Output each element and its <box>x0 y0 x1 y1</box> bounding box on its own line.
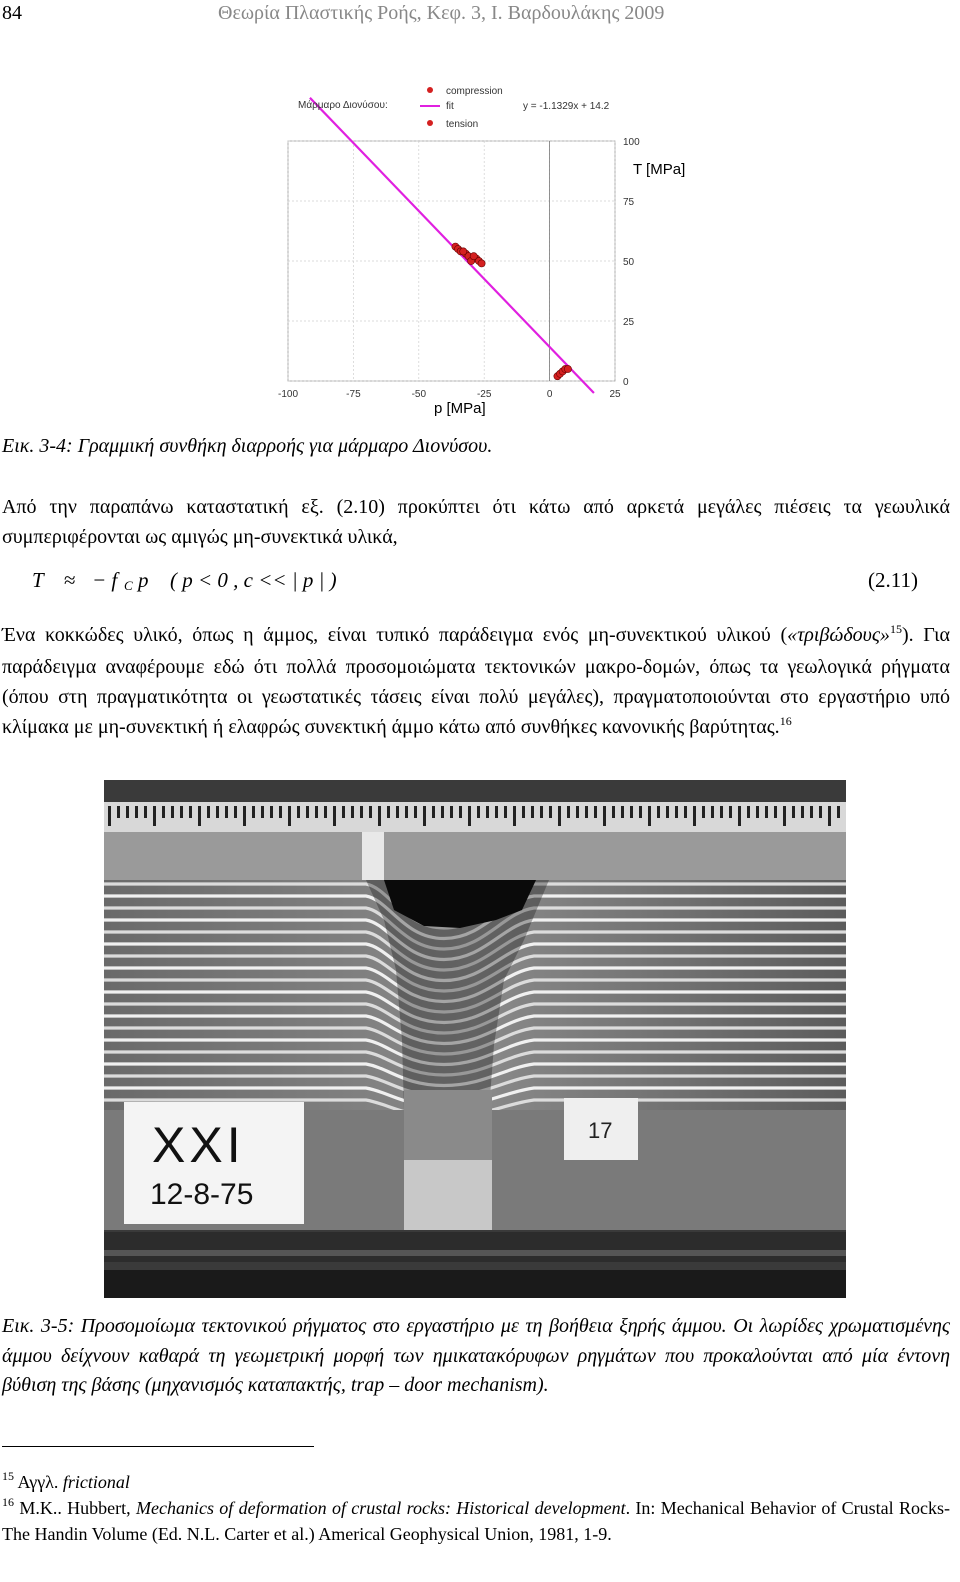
ruler-tick <box>819 806 822 818</box>
ruler-tick <box>342 806 345 818</box>
ruler-tick <box>108 806 111 826</box>
ruler-tick <box>324 806 327 818</box>
fn16-num: 16 <box>2 1495 14 1509</box>
ruler-tick <box>711 806 714 818</box>
ruler-tick <box>288 806 291 826</box>
ruler-tick <box>513 806 516 826</box>
ruler-tick <box>657 806 660 818</box>
eq-var: p <box>138 568 149 592</box>
ruler-tick <box>576 806 579 818</box>
ruler-tick <box>234 806 237 818</box>
p2-part2: ). Για παράδειγμα αναφέρουμε εδώ ότι πολλά προσομοιώματα τεκτονικών μακρο-δομών, όπως τα γεωλογικά ρήγματα (όπου στη πραγματικότητα οι γεωστατικές τάσεις είναι πολύ μεγάλες), πραγματοποιούνται στο εργαστήριο υπό κλίμακα με μη-συνεκτική ή ελαφρώς συνεκτική άμμο κάτω από συνθήκες κανονικής βαρύτητας. <box>2 624 950 738</box>
fn15-plain: Αγγλ. <box>17 1472 63 1492</box>
ruler-tick <box>774 806 777 818</box>
ruler-tick <box>126 806 129 818</box>
figure-2-caption: Εικ. 3-5: Προσομοίωμα τεκτονικού ρήγματος στο εργαστήριο με τη βοήθεια ξηρής άμμου. Οι λωρίδες χρωματισμένης άμμου δείχνουν καθαρά τη γεωμετρική μορφή των ημικατακόρυφων ρηγμάτων που προκαλούνται από μία έντονη βύθιση της βάσης (μηχανισμός καταπακτής, trap – door mechanism). <box>2 1315 950 1396</box>
footnote-16 <box>2 1496 950 1546</box>
eq-rel: ≈ <box>64 568 76 592</box>
ruler-tick <box>423 806 426 826</box>
x-tick-label: -25 <box>476 389 492 400</box>
ruler-tick <box>765 806 768 818</box>
ruler-tick <box>414 806 417 818</box>
ruler-tick <box>729 806 732 818</box>
x-tick-label: 0 <box>546 389 553 400</box>
eq-sub: C <box>124 578 133 593</box>
ruler-tick <box>261 806 264 818</box>
ruler-tick <box>477 806 480 818</box>
ruler-tick <box>666 806 669 818</box>
y-tick-label: 0 <box>623 377 629 388</box>
ruler-tick <box>396 806 399 818</box>
ruler-tick <box>558 806 561 826</box>
ruler-tick <box>684 806 687 818</box>
ruler-tick <box>180 806 183 818</box>
p2-italic: «τριβώδους» <box>787 624 890 646</box>
compression-point <box>478 260 485 267</box>
ruler-tick <box>243 806 246 826</box>
x-axis-label: p [MPa] <box>434 400 486 417</box>
ruler-tick <box>837 806 840 818</box>
fn16-tail: . In: Mechanical Behavior of Crustal Rocks-The Handin Volume (Ed. N.L. Carter et al.) Americal Geophysical Union, 1981, 1-9. <box>2 1498 950 1544</box>
ruler-tick <box>639 806 642 818</box>
x-tick-label: -100 <box>277 389 299 400</box>
x-tick-label: -50 <box>411 389 427 400</box>
paragraph-2 <box>2 620 950 744</box>
ruler-tick <box>216 806 219 818</box>
ruler-tick <box>360 806 363 818</box>
ruler-tick <box>171 806 174 818</box>
ruler-tick <box>702 806 705 818</box>
ruler-tick <box>306 806 309 818</box>
compression-point <box>460 248 467 255</box>
legend-compression: compression <box>446 86 503 97</box>
y-axis-label: T [MPa] <box>633 161 686 178</box>
ruler-tick <box>135 806 138 818</box>
ruler-tick <box>567 806 570 818</box>
ruler-tick <box>693 806 696 826</box>
ruler-tick <box>522 806 525 818</box>
ruler-tick <box>441 806 444 818</box>
fn16-plain: M.K.. Hubbert, <box>19 1498 136 1518</box>
paragraph-1: Από την παραπάνω καταστατική εξ. (2.10) προκύπτει ότι κάτω από αρκετά μεγάλες πιέσεις τα γεωυλικά συμπεριφέρονται ως αμιγώς μη-συνεκτικά υλικά, <box>2 496 950 548</box>
ruler-tick <box>468 806 471 826</box>
chart-title: Μάρμαρο Διονύσου: <box>298 100 388 111</box>
ruler-tick <box>603 806 606 826</box>
legend-tension-marker <box>427 120 433 126</box>
ruler-tick <box>315 806 318 818</box>
x-tick-label: -75 <box>346 389 361 400</box>
ruler-tick <box>450 806 453 818</box>
ruler-tick <box>351 806 354 818</box>
sandbox-photo <box>104 780 846 1298</box>
ruler-tick <box>621 806 624 818</box>
y-tick-label: 75 <box>623 197 635 208</box>
eq-lhs: T <box>32 568 44 592</box>
ruler-tick <box>279 806 282 818</box>
ruler-tick <box>198 806 201 826</box>
ruler-tick <box>504 806 507 818</box>
ruler-tick <box>540 806 543 818</box>
ruler-tick <box>495 806 498 818</box>
ruler-tick <box>486 806 489 818</box>
ruler-tick <box>783 806 786 826</box>
yield-chart <box>250 76 710 421</box>
ruler-tick <box>630 806 633 818</box>
ruler-tick <box>207 806 210 818</box>
label-number-text: 17 <box>588 1118 613 1143</box>
footnote-ref-16[interactable]: 16 <box>779 714 792 728</box>
ruler-tick <box>612 806 615 818</box>
fn15-num: 15 <box>2 1469 14 1483</box>
ruler-tick <box>585 806 588 818</box>
running-title: Θεωρία Πλαστικής Ροής, Κεφ. 3, Ι. Βαρδουλάκης 2009 <box>218 2 665 24</box>
legend-compression-marker <box>427 87 433 93</box>
ruler-tick <box>225 806 228 818</box>
ruler-tick <box>720 806 723 818</box>
y-tick-label: 25 <box>623 317 635 328</box>
footnote-ref-15[interactable]: 15 <box>889 622 902 636</box>
ruler-tick <box>405 806 408 818</box>
y-tick-label: 50 <box>623 257 635 268</box>
figure-1-caption: Εικ. 3-4: Γραμμική συνθήκη διαρροής για μάρμαρο Διονύσου. <box>2 435 493 457</box>
ruler-tick <box>594 806 597 818</box>
fn15-italic: frictional <box>62 1472 130 1492</box>
fit-equation: y = -1.1329x + 14.2 <box>523 101 610 112</box>
ruler-tick <box>549 806 552 818</box>
ruler-tick <box>387 806 390 818</box>
ruler-tick <box>810 806 813 818</box>
eq-condition: ( p < 0 , c << | p | ) <box>170 568 337 592</box>
compression-point <box>470 253 477 260</box>
ruler-tick <box>369 806 372 818</box>
ruler-tick <box>531 806 534 818</box>
ruler-tick <box>270 806 273 818</box>
ruler-tick <box>756 806 759 818</box>
ruler-tick <box>144 806 147 818</box>
ruler <box>104 802 846 832</box>
ruler-tick <box>153 806 156 826</box>
page-number: 84 <box>2 2 22 24</box>
ruler-tick <box>828 806 831 826</box>
y-tick-label: 100 <box>623 137 640 148</box>
equation-2-11 <box>32 568 950 602</box>
p2-part1: Ένα κοκκώδες υλικό, όπως η άμμος, είναι τυπικό παράδειγμα ενός μη-συνεκτικού υλικού ( <box>2 624 788 646</box>
ruler-tick <box>738 806 741 826</box>
ruler-tick <box>117 806 120 818</box>
ruler-tick <box>252 806 255 818</box>
ruler-tick <box>189 806 192 818</box>
footnote-rule <box>2 1446 314 1447</box>
footnote-15 <box>2 1470 950 1496</box>
fn16-italic: Mechanics of deformation of crustal rocks: Historical development <box>136 1498 626 1518</box>
label-date-text: 12-8-75 <box>150 1178 254 1211</box>
ruler-tick <box>648 806 651 826</box>
eq-number: (2.11) <box>868 568 918 592</box>
legend-tension: tension <box>446 119 479 130</box>
label-main-text: XXI <box>152 1117 245 1173</box>
ruler-tick <box>378 806 381 826</box>
ruler-tick <box>675 806 678 818</box>
ruler-tick <box>297 806 300 818</box>
ruler-tick <box>162 806 165 818</box>
legend-fit: fit <box>446 101 454 112</box>
eq-rhs: − f <box>92 568 118 592</box>
ruler-tick <box>801 806 804 818</box>
tension-point <box>564 365 571 372</box>
ruler-tick <box>747 806 750 818</box>
ruler-tick <box>459 806 462 818</box>
ruler-tick <box>432 806 435 818</box>
ruler-tick <box>792 806 795 818</box>
x-tick-label: 25 <box>609 389 621 400</box>
ruler-tick <box>333 806 336 826</box>
